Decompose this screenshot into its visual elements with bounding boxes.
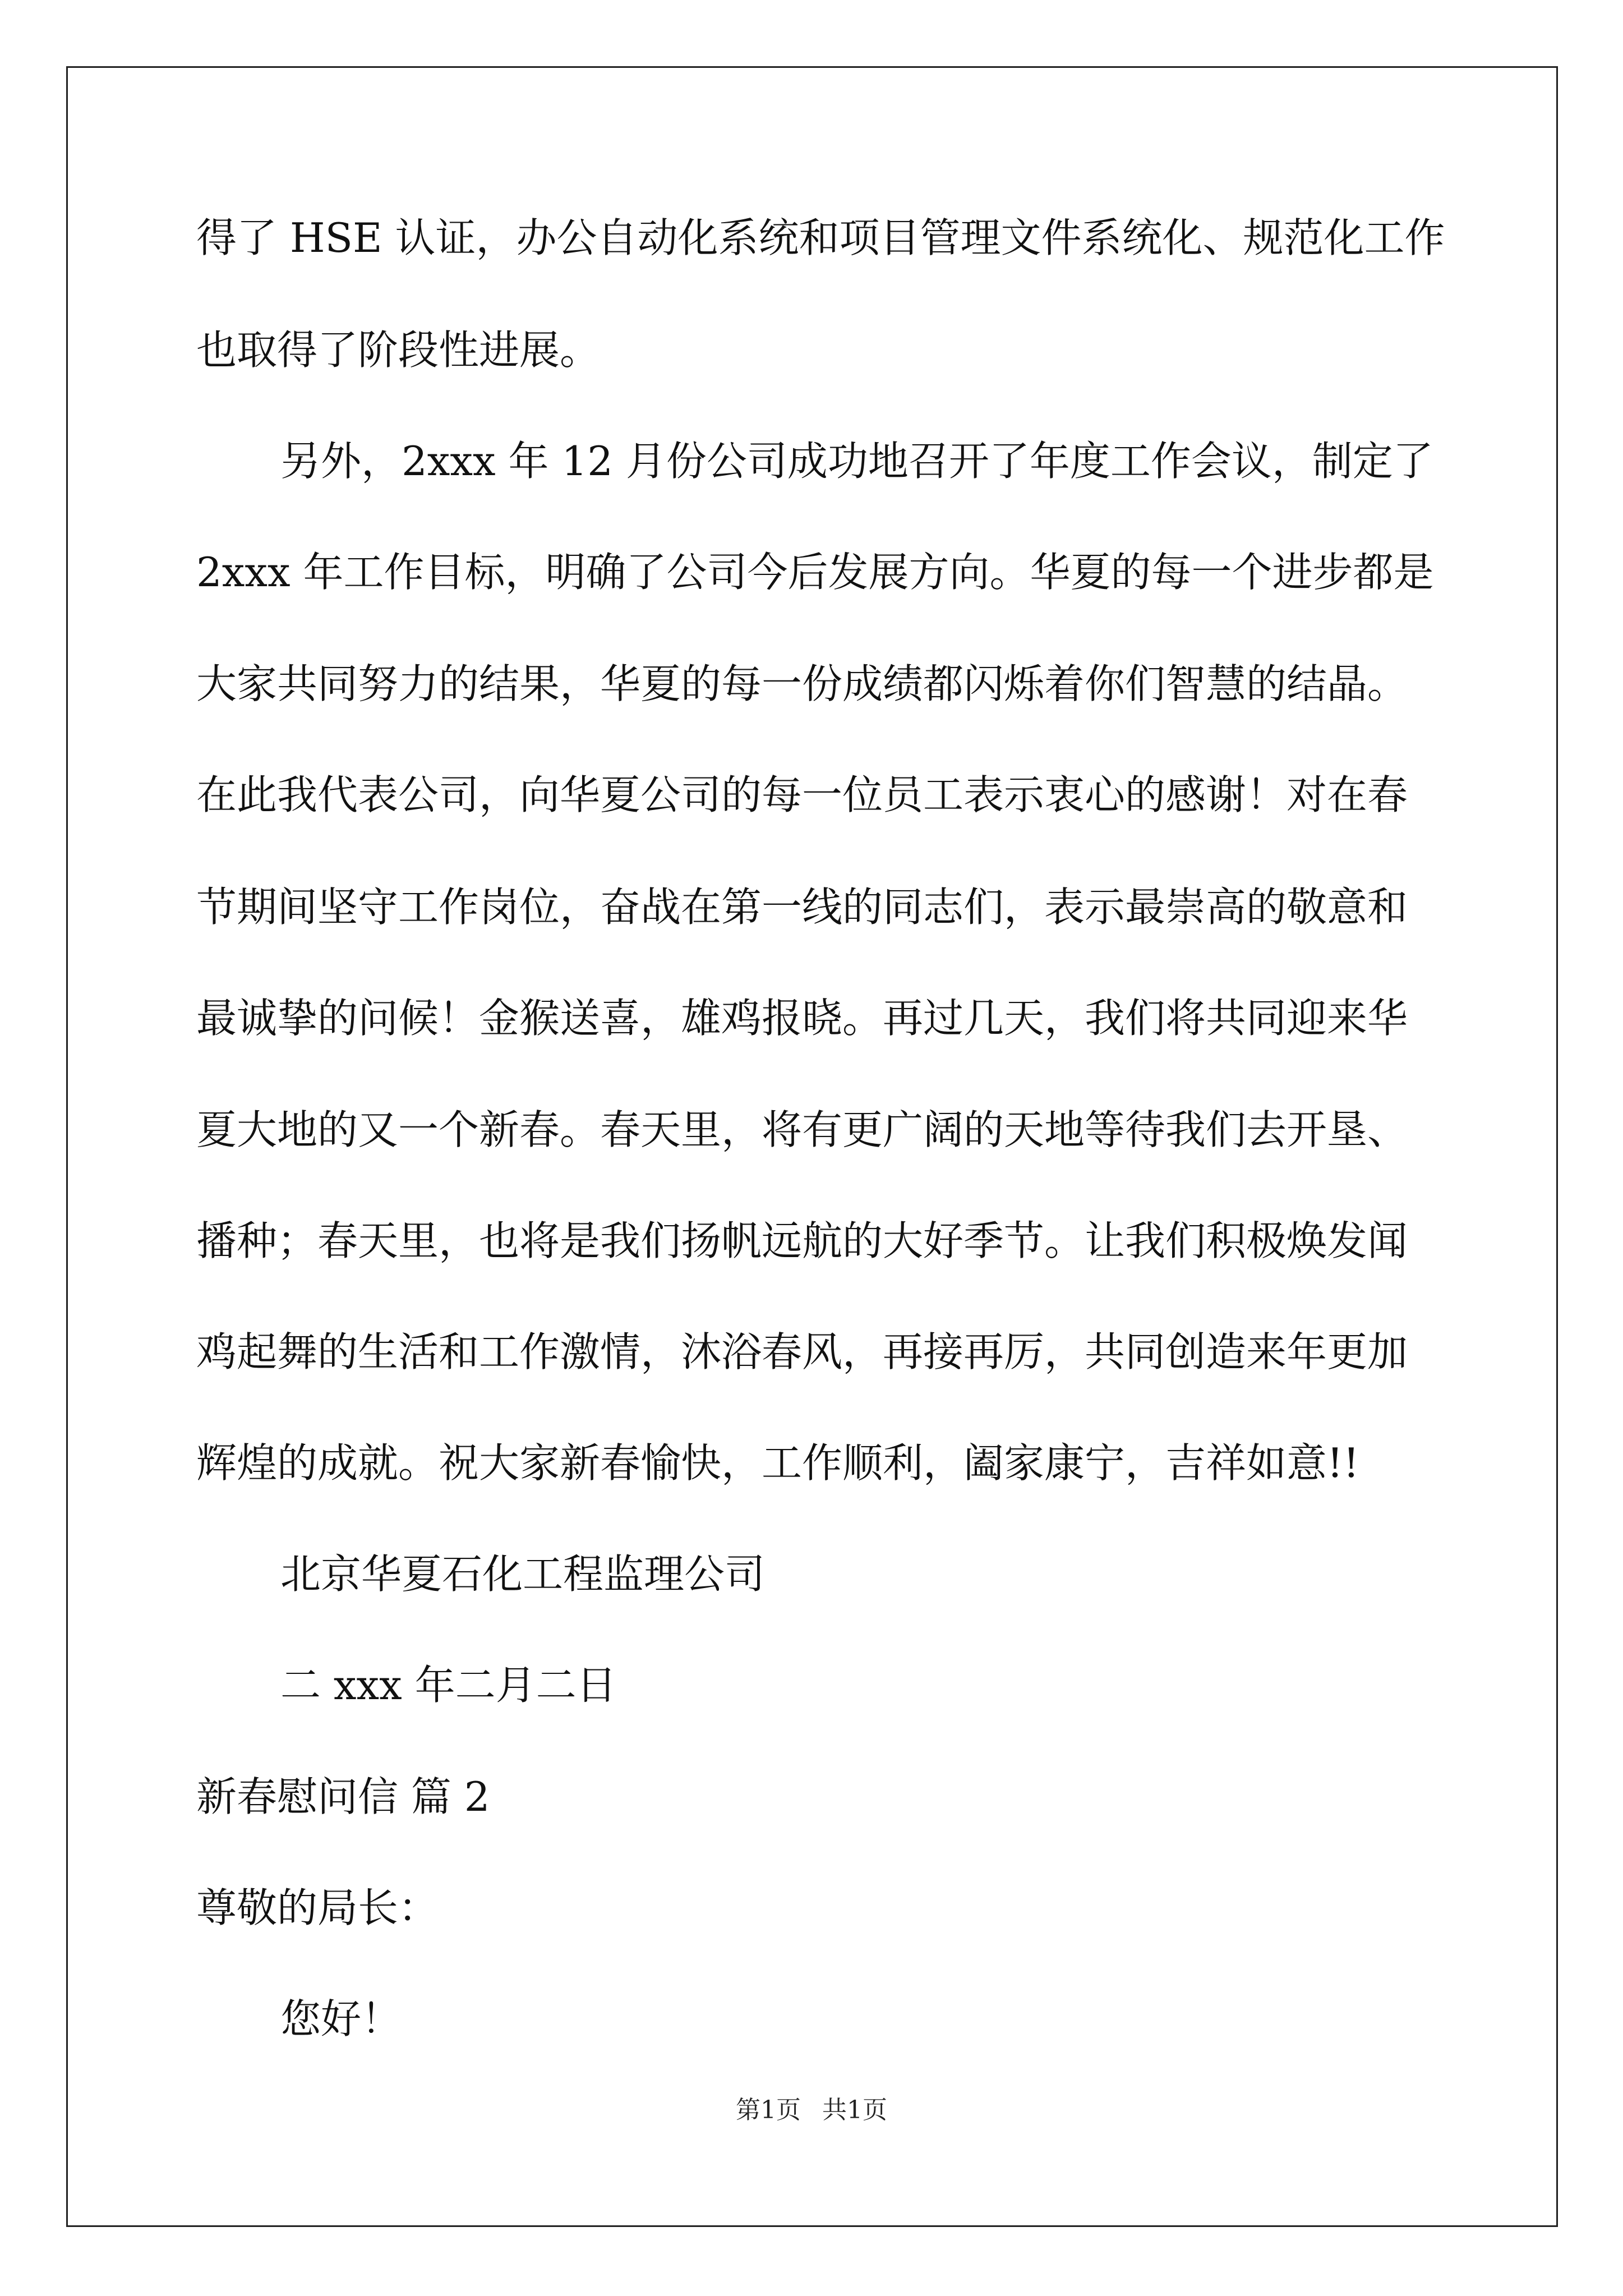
paragraph-line: 夏大地的又一个新春。春天里，将有更广阔的天地等待我们去开垦、 [196, 1106, 1408, 1153]
page-number: 第1页 [736, 2096, 801, 2124]
greeting: 您好！ [280, 1995, 402, 2042]
page-footer [0, 2098, 1623, 2123]
page-total: 共1页 [822, 2096, 887, 2124]
paragraph-line: 播种；春天里，也将是我们扬帆远航的大好季节。让我们积极焕发闻 [196, 1217, 1408, 1264]
salutation: 尊敬的局长： [196, 1884, 439, 1931]
paragraph-line: 节期间坚守工作岗位，奋战在第一线的同志们，表示最崇高的敬意和 [196, 884, 1408, 931]
paragraph-line: 得了 HSE 认证，办公自动化系统和项目管理文件系统化、规范化工作 [196, 214, 1445, 261]
paragraph-line: 最诚挚的问候！金猴送喜，雄鸡报晓。再过几天，我们将共同迎来华 [196, 995, 1408, 1042]
signature-company: 北京华夏石化工程监理公司 [280, 1550, 766, 1598]
paragraph-line: 另外，2xxx 年 12 月份公司成功地召开了年度工作会议，制定了 [280, 438, 1433, 485]
paragraph-line: 鸡起舞的生活和工作激情，沐浴春风，再接再厉，共同创造来年更加 [196, 1328, 1408, 1375]
paragraph-line: 也取得了阶段性进展。 [196, 326, 601, 374]
paragraph-line: 大家共同努力的结果，华夏的每一份成绩都闪烁着你们智慧的结晶。 [196, 660, 1408, 707]
paragraph-line: 辉煌的成就。祝大家新春愉快，工作顺利，阖家康宁，吉祥如意!! [196, 1439, 1359, 1487]
paragraph-line: 在此我代表公司，向华夏公司的每一位员工表示衷心的感谢！对在春 [196, 771, 1408, 818]
signature-date: 二 xxx 年二月二日 [280, 1662, 617, 1709]
section-heading: 新春慰问信 篇 2 [196, 1773, 490, 1820]
paragraph-line: 2xxx 年工作目标，明确了公司今后发展方向。华夏的每一个进步都是 [196, 549, 1434, 596]
